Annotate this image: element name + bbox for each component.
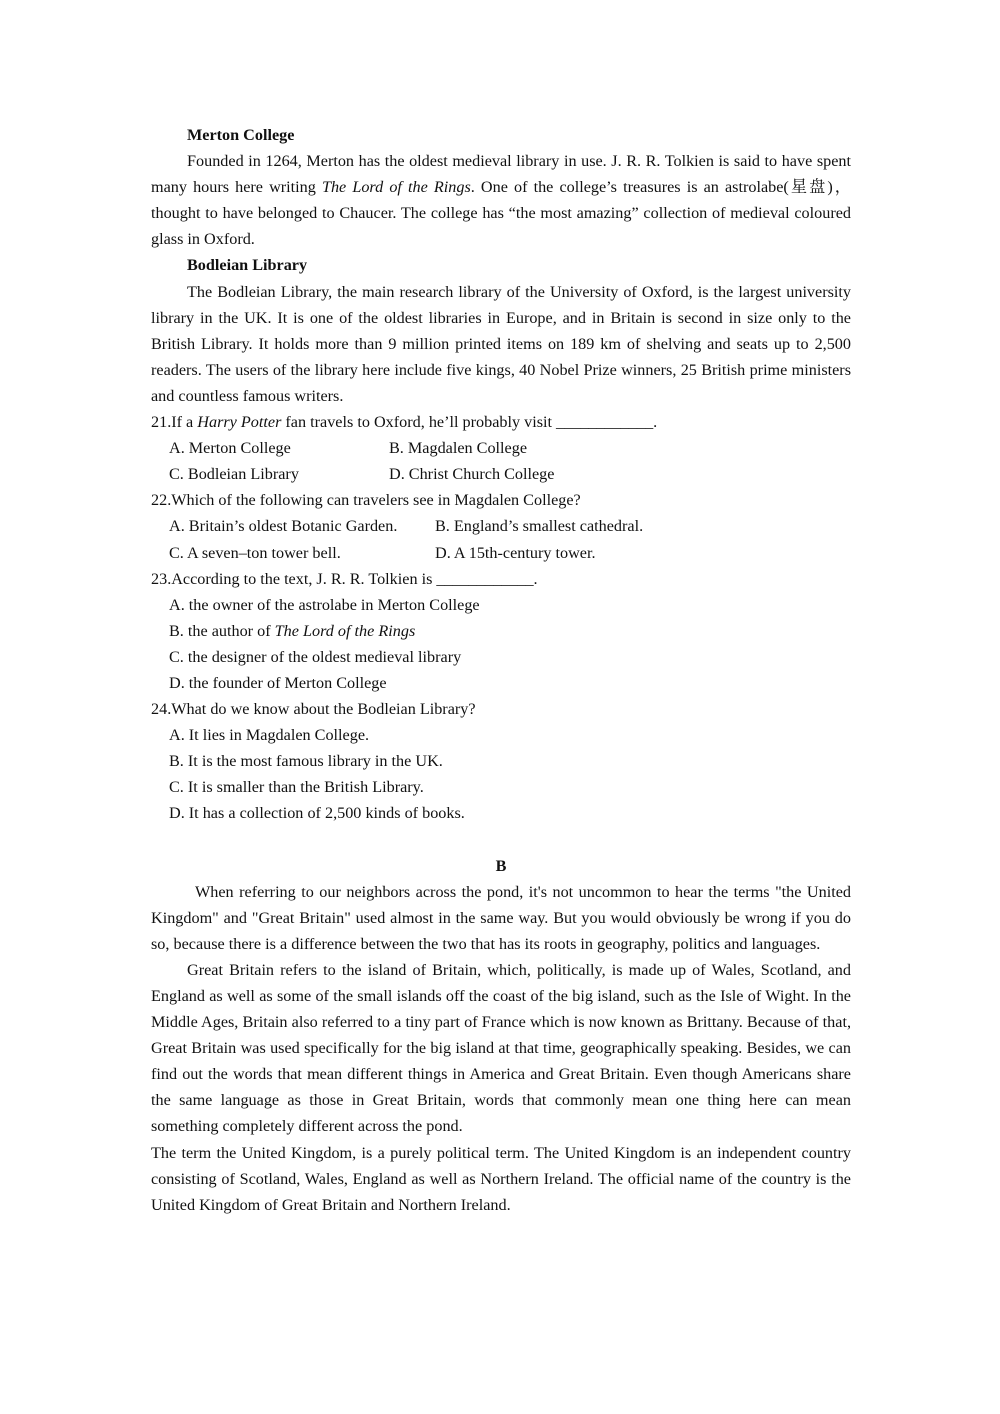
- question-24: [151, 696, 851, 722]
- bodleian-paragraph: The Bodleian Library, the main research library of the University of Oxford, is the largest university library in the UK. It is one of the oldest libraries in Europe, and in Britain is second in size only to the British Library. It holds more than 9 million printed items on 189 km of shelving and seats up to 2,500 readers. The users of the library here include five kings, 40 Nobel Prize winners, 25 British prime ministers and countless famous writers.: [151, 282, 851, 405]
- options-row: [151, 461, 851, 487]
- option-b[interactable]: B. It is the most famous library in the UK.: [169, 752, 443, 771]
- merton-paragraph: [151, 148, 851, 252]
- option-a[interactable]: A. It lies in Magdalen College.: [169, 726, 370, 745]
- option-b[interactable]: B. England’s smallest cathedral.: [435, 517, 644, 536]
- merton-text-2: . One of the college’s treasures is an astrolabe(星盘)，thought to have belonged to Chaucer. The college has “the most amazing” collection of medieval coloured glass in Oxford.: [151, 178, 851, 249]
- passage-b-paragraph-3: The term the United Kingdom, is a purely political term. The United Kingdom is an independent country consisting of Scotland, Wales, England as well as Northern Ireland. The official name of the country is the United Kingdom of Great Britain and Northern Ireland.: [151, 1143, 851, 1214]
- option-c[interactable]: C. Bodleian Library: [169, 465, 299, 484]
- section-b-title: B: [495, 856, 507, 875]
- book-title: The Lord of the Rings: [321, 178, 471, 197]
- option-a[interactable]: A. the owner of the astrolabe in Merton College: [169, 595, 480, 614]
- question-stem: What do we know about the Bodleian Library?: [171, 700, 476, 719]
- question-stem: If a: [171, 413, 198, 432]
- question-21: [151, 409, 851, 435]
- bodleian-heading: Bodleian Library: [187, 256, 308, 275]
- question-stem: fan travels to Oxford, he’ll probably visit ____________.: [281, 413, 658, 432]
- option-d[interactable]: D. Christ Church College: [389, 465, 555, 484]
- option-d[interactable]: D. It has a collection of 2,500 kinds of books.: [169, 804, 465, 823]
- options-row: [151, 540, 851, 566]
- question-number: 22.: [151, 491, 172, 510]
- options-row: [151, 435, 851, 461]
- option-d[interactable]: D. A 15th-century tower.: [435, 543, 596, 562]
- options-row: [151, 513, 851, 539]
- passage-b-paragraph-1: When referring to our neighbors across the pond, it's not uncommon to hear the terms "the United Kingdom" and "Great Britain" used almost in the same way. But you would obviously be wrong if you do so, because there is a difference between the two that has its roots in geography, politics and languages.: [151, 882, 851, 953]
- question-22: [151, 487, 851, 513]
- question-number: 21.: [151, 413, 172, 432]
- question-number: 24.: [151, 700, 172, 719]
- question-stem: Which of the following can travelers see in Magdalen College?: [171, 491, 581, 510]
- option-a[interactable]: A. Merton College: [169, 439, 291, 458]
- merton-heading: Merton College: [187, 126, 295, 144]
- passage-b-paragraph-2: Great Britain refers to the island of Britain, which, politically, is made up of Wales, Scotland, and England as well as some of the small islands off the coast of the big island, such as the Isle of Wight. In the Middle Ages, Britain also referred to a tiny part of France which is now known as Brittany. Because of that, Great Britain was used specifically for the big island at that time, geographically speaking. Besides, we can find out the words that mean different things in America and Great Britain. Even though Americans share the same language as those in Great Britain, words that commonly mean one thing here can mean something completely different across the pond.: [151, 960, 851, 1136]
- option-b-text: B. the author of: [169, 621, 275, 640]
- option-d[interactable]: D. the founder of Merton College: [169, 673, 387, 692]
- merton-text-1: Founded in 1264, Merton has the oldest medieval library in use. J. R. R. Tolkien is said to have spent many hours here writing: [151, 152, 851, 197]
- option-c[interactable]: C. A seven–ton tower bell.: [169, 543, 341, 562]
- option-a[interactable]: A. Britain’s oldest Botanic Garden.: [169, 517, 398, 536]
- question-stem-italic: Harry Potter: [197, 413, 282, 432]
- option-b[interactable]: [151, 618, 851, 644]
- question-number: 23.: [151, 569, 172, 588]
- option-b[interactable]: B. Magdalen College: [389, 439, 528, 458]
- question-23: [151, 566, 851, 592]
- option-c[interactable]: C. It is smaller than the British Library.: [169, 778, 424, 797]
- option-c[interactable]: C. the designer of the oldest medieval library: [169, 647, 462, 666]
- exam-page: [151, 122, 851, 1218]
- option-b-italic: The Lord of the Rings: [274, 621, 416, 640]
- question-stem: According to the text, J. R. R. Tolkien is ____________.: [171, 569, 538, 588]
